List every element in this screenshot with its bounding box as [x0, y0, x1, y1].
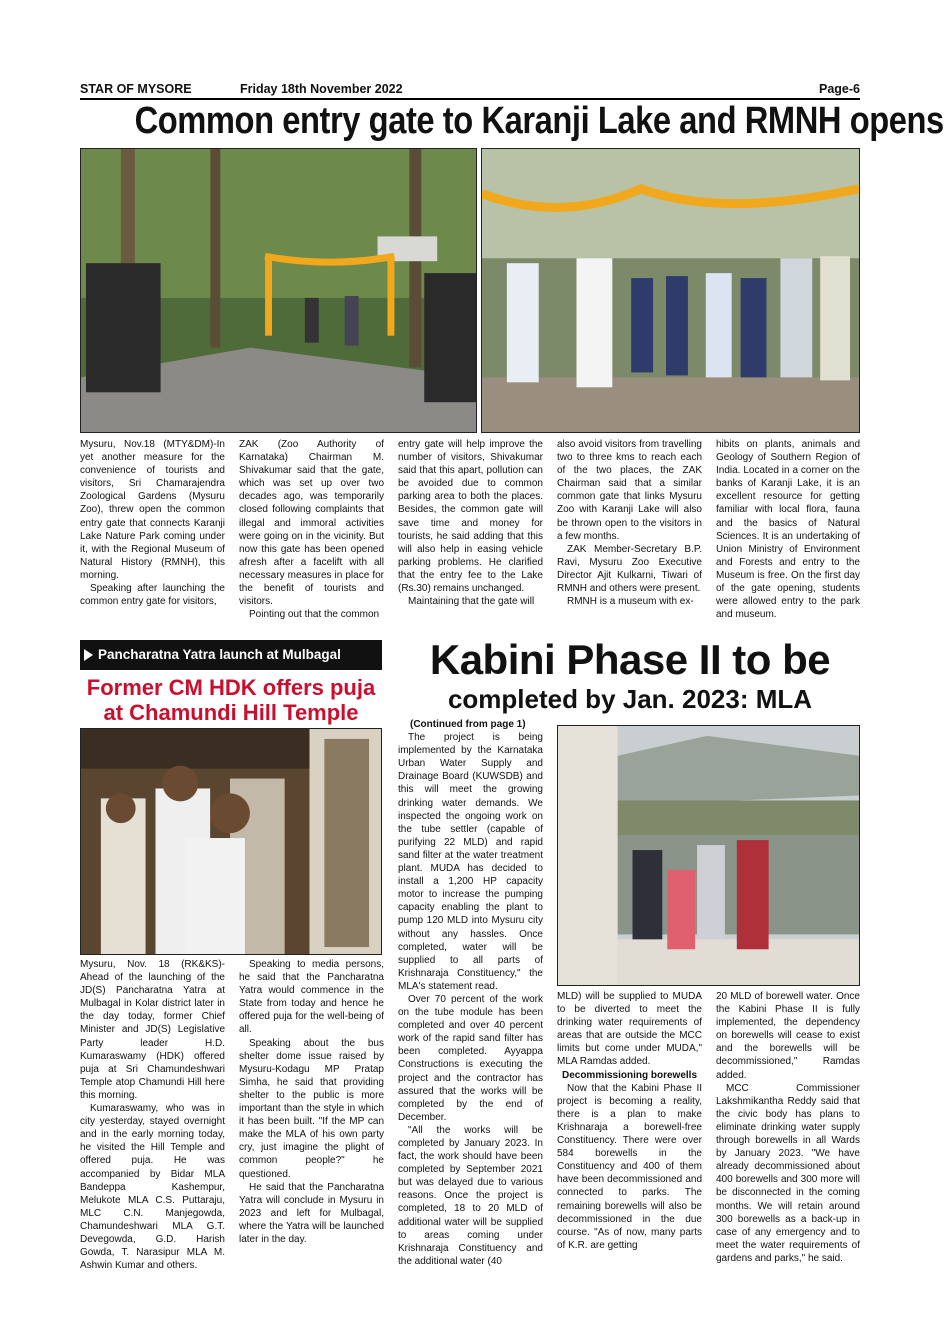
- paper-name: STAR OF MYSORE: [80, 82, 192, 96]
- paragraph: Now that the Kabini Phase II project is becoming a reality, there is a plan to make Krishnaraja a borewell-free Constituency. There were over 584 borewells in the Constituency and 400 of them have been decommissioned and connected to parks. The remaining borewells will also be decommissioned in the due course. "As of now, many parts of K.R. are getting: [557, 1082, 702, 1251]
- story3-column-3: [716, 990, 860, 1265]
- paragraph: hibits on plants, animals and Geology of Southern Region of India. Located in a corner on the banks of Karanji Lake, it is an excellent resource for getting familiar with local flora, fauna and the basics of Natural Sciences. It is an undertaking of Union Ministry of Environment and Forests and entry to the Museum is free. On the first day of the gate opening, students were allowed entry to the park and museum.: [716, 439, 860, 621]
- story1-column-2: [239, 438, 384, 621]
- story1-headline: Common entry gate to Karanji Lake and RMNH opens: [134, 100, 944, 142]
- gate-photo: [80, 148, 477, 433]
- paragraph: ZAK (Zoo Authority of Karnataka) Chairman M. Shivakumar said that the gate, which was set up over two decades ago, was temporarily closed following complaints that illegal and immoral activities were going on in the vicinity. But now this gate has been opened afresh after a facelift with all necessary measures in place for the benefit of tourists and visitors.: [239, 439, 384, 608]
- arrow-icon: [84, 649, 93, 661]
- paragraph: ZAK Member-Secretary B.P. Ravi, Mysuru Zoo Executive Director Ajit Kulkarni, Tiwari of RMNH and others were present.: [557, 543, 702, 595]
- subheading: Decommissioning borewells: [561, 1069, 698, 1081]
- story2-column-2: [239, 958, 384, 1246]
- paragraph: "All the works will be completed by January 2023. In fact, the work should have been completed by September 2021 but was delayed due to various reasons. Once the project is completed, 18 to 20 MLD of additional water will be supplied to areas coming under Krishnaraja Constituency and the additional water (40: [398, 1124, 543, 1267]
- continued-note: (Continued from page 1): [410, 719, 526, 730]
- story2-headline: [80, 675, 382, 725]
- story2-kicker: [80, 640, 382, 670]
- paragraph: The project is being implemented by the Karnataka Urban Water Supply and Drainage Board (KUWSDB) and this will meet the growing drinking water demands. We inspected the ongoing work on the tube settler (capable of purifying 22 MLD) and rapid sand filter at the water treatment plant. MUDA has decided to install a 1,200 HP capacity motor to increase the pumping capacity enabling the plant to pump 120 MLD into Mysuru city without any hassles. Once completed, water will be supplied to all parts of Krishnaraja Constituency," the MLA's statement read.: [398, 732, 543, 992]
- paragraph: Kumaraswamy, who was in city yesterday, stayed overnight and in the early morning today, he visited the Hill Temple and offered puja. He was accompanied by Bidar MLA Bandeppa Kashempur, Melukote MLA C.S. Puttaraju, MLC C.N. Manjegowda, Chamundeshwari MLA G.T. Devegowda, G.D. Harish Gowda, T. Narasipur MLA M. Ashwin Kumar and others.: [80, 1103, 225, 1272]
- issue-date: Friday 18th November 2022: [240, 82, 403, 96]
- river-inspection-photo: [557, 725, 860, 986]
- paragraph: also avoid visitors from travelling two to three kms to reach each of the two places, the ZAK Chairman said that a similar common gate that links Mysuru Zoo with Karanji Lake will also be thrown open to the visitors in a few months.: [557, 439, 702, 542]
- masthead: [80, 82, 860, 98]
- paragraph: Over 70 percent of the work on the tube module has been completed and over 40 percent work of the rapid sand filter has been completed. Ayyappa Constructions is executing the project and the contractor has assured that the works will be completed by the end of December.: [398, 993, 543, 1123]
- paragraph: RMNH is a museum with ex-: [567, 596, 694, 608]
- story3-headline-line1: Kabini Phase II to be: [429, 636, 831, 683]
- paragraph: 20 MLD of borewell water. Once the Kabini Phase II is fully implemented, the dependency on borewells will cease to exist and the borewells will be decommissioned," Ramdas added.: [716, 991, 860, 1081]
- story3-column-1: [398, 718, 543, 1268]
- paragraph: MCC Commissioner Lakshmikantha Reddy said that the civic body has plans to eliminate drinking water supply through borewells in all Wards by January 2023. "We have already decommissioned about 400 borewells and 300 more will be disconnected in the coming months. We will retain around 300 borewells as a back-up in case of any emergency and to meet the water requirements of gardens and parks," he said.: [716, 1082, 860, 1264]
- story2-headline-line2: at Chamundi Hill Temple: [103, 700, 359, 725]
- story3-headline-line2: completed by Jan. 2023: MLA: [447, 684, 813, 714]
- story3-column-2: [557, 990, 702, 1252]
- story1-column-4: [557, 438, 702, 608]
- story1-column-3: [398, 438, 543, 608]
- paragraph: Speaking to media persons, he said that the Pancharatna Yatra would commence in the State from today and hence he offered puja for the well-being of all.: [239, 959, 384, 1036]
- paragraph: entry gate will help improve the number of visitors, Shivakumar said that this apart, pollution can be avoided due to common parking area to both the places. Besides, the common gate will save time and money for tourists, he said adding that this will also help in easing vehicle parking problems. He clarified that the entry fee to the Lake (Rs.30) remains unchanged.: [398, 439, 543, 595]
- paragraph: MLD) will be supplied to MUDA to be diverted to meet the drinking water requirements of areas that are outside the MCC limits but come under MUDA," MLA Ramdas added.: [557, 991, 702, 1068]
- temple-puja-photo: [80, 728, 382, 955]
- page-number: Page-6: [819, 82, 860, 96]
- kicker-text: Pancharatna Yatra launch at Mulbagal: [98, 647, 341, 662]
- paragraph: Maintaining that the gate will: [408, 596, 535, 608]
- paragraph: Mysuru, Nov. 18 (RK&KS)-Ahead of the launching of the JD(S) Pancharatna Yatra at Mulbagal in Kolar district later in the day today, former Chief Minister and JD(S) Legislative Party leader H.D. Kumaraswamy (HDK) offered puja at Sri Chamundeshwari Temple atop Chamundi Hill here this morning.: [80, 959, 225, 1101]
- paragraph: Pointing out that the common: [249, 609, 380, 621]
- story2-headline-line1: Former CM HDK offers puja: [86, 675, 376, 700]
- story1-column-5: [716, 438, 860, 621]
- paragraph: He said that the Pancharatna Yatra will conclude in Mysuru in 2023 and left for Mulbagal, where the Yatra will be launched later in the day.: [239, 1181, 384, 1245]
- story2-column-1: [80, 958, 225, 1272]
- ribbon-cutting-photo: [481, 148, 860, 433]
- paragraph: Mysuru, Nov.18 (MTY&DM)-In yet another measure for the convenience of tourists and visitors, Sri Chamarajendra Zoological Gardens (Mysuru Zoo), threw open the common entry gate that connects Karanji Lake Nature Park coming under it, with the Regional Museum of Natural History (RMNH), this morning.: [80, 439, 225, 581]
- paragraph: Speaking about the bus shelter dome issue raised by Mysuru-Kodagu MP Pratap Simha, he said that providing shelter to the public is more important than the style in which it has been built. "If the MP can make the MLA of his own party cry, just imagine the plight of common people?" he questioned.: [239, 1037, 384, 1180]
- paragraph: Speaking after launching the common entry gate for visitors,: [80, 583, 225, 608]
- story1-column-1: [80, 438, 225, 608]
